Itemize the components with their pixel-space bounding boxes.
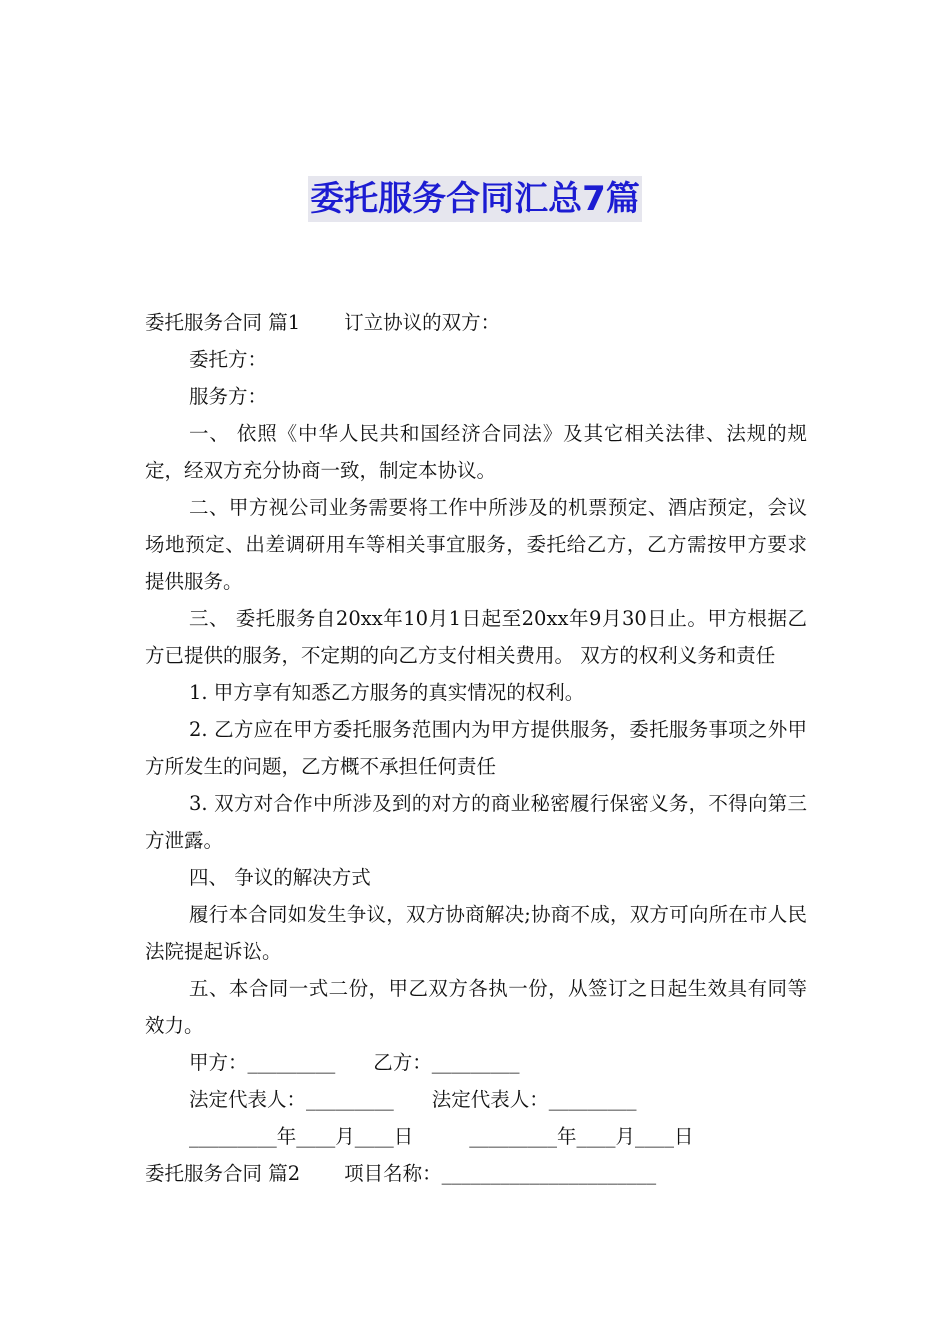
section-heading-2 xyxy=(145,1155,807,1192)
party-b-signature: 乙方：_________ xyxy=(373,1051,520,1074)
party-b-label: 服务方： xyxy=(189,385,268,408)
rights-item-3: 3. 双方对合作中所涉及到的对方的商业秘密履行保密义务，不得向第三方泄露。 xyxy=(145,792,807,852)
party-a-signature: 甲方：_________ xyxy=(189,1051,336,1074)
rep-a-signature: 法定代表人：_________ xyxy=(189,1088,394,1111)
rights-item-2: 2. 乙方应在甲方委托服务范围内为甲方提供服务，委托服务事项之外甲方所发生的问题，乙方概不承担任何责任 xyxy=(145,718,807,778)
rep-b-signature: 法定代表人：_________ xyxy=(431,1088,637,1111)
clause-3: 三、 委托服务自20xx年10月1日起至20xx年9月30日止。甲方根据乙方已提供的服务，不定期的向乙方支付相关费用。 双方的权利义务和责任 xyxy=(145,607,807,667)
document-title: 委托服务合同汇总7篇 xyxy=(308,176,642,222)
signature-representatives xyxy=(145,1081,807,1118)
date-a: _________年____月____日 xyxy=(189,1125,414,1148)
title-block xyxy=(0,176,950,222)
section-1-intro: 订立协议的双方： xyxy=(344,311,501,334)
project-name-line: 项目名称：______________________ xyxy=(344,1162,657,1185)
dispute-text: 履行本合同如发生争议，双方协商解决;协商不成，双方可向所在市人民法院提起诉讼。 xyxy=(145,903,807,963)
section-heading-1 xyxy=(145,304,807,341)
signature-dates xyxy=(145,1118,807,1155)
clause-5: 五、本合同一式二份，甲乙双方各执一份，从签订之日起生效具有同等效力。 xyxy=(145,977,807,1037)
clause-4: 四、 争议的解决方式 xyxy=(189,866,371,889)
signature-parties xyxy=(145,1044,807,1081)
section-2-label: 委托服务合同 篇2 xyxy=(145,1162,301,1185)
party-a-label: 委托方： xyxy=(189,348,268,371)
clause-1: 一、 依照《中华人民共和国经济合同法》及其它相关法律、法规的规定，经双方充分协商一致，制定本协议。 xyxy=(145,422,807,482)
rights-item-1: 1. 甲方享有知悉乙方服务的真实情况的权利。 xyxy=(189,681,585,704)
clause-2: 二、甲方视公司业务需要将工作中所涉及的机票预定、酒店预定，会议场地预定、出差调研用车等相关事宜服务，委托给乙方，乙方需按甲方要求提供服务。 xyxy=(145,496,807,593)
section-1-label: 委托服务合同 篇1 xyxy=(145,311,301,334)
document-body xyxy=(145,304,807,1192)
date-b: _________年____月____日 xyxy=(469,1125,694,1148)
